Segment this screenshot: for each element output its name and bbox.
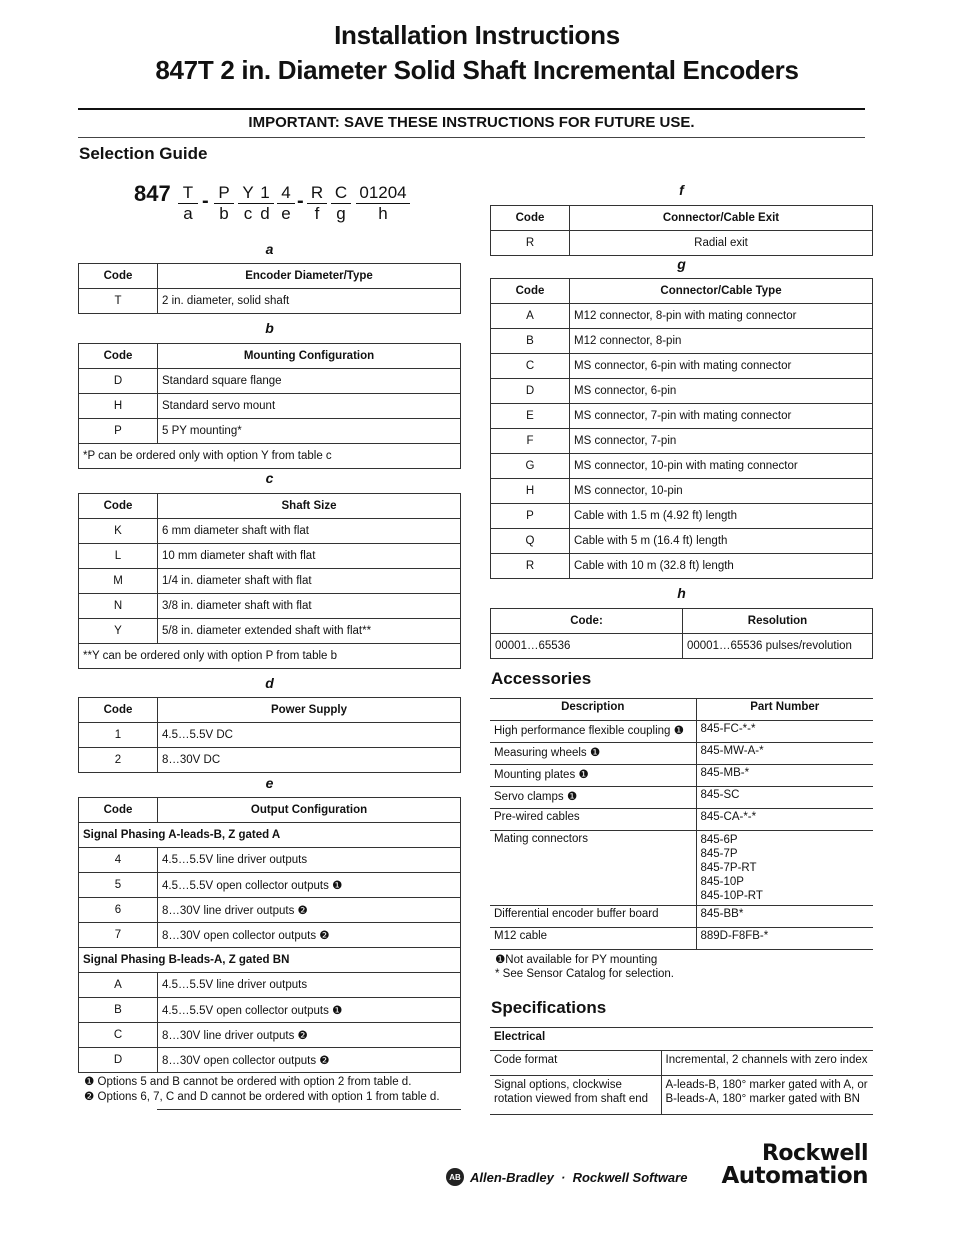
table-row: M12 cable 889D-F8FB-* xyxy=(490,928,873,950)
doc-title-line1: Installation Instructions xyxy=(334,20,620,50)
table-row: Q Cable with 5 m (16.4 ft) length xyxy=(491,529,873,554)
brand-footer xyxy=(446,1168,687,1186)
allen-bradley-logo-icon: AB xyxy=(446,1168,464,1186)
catalog-part-e: 4 e xyxy=(277,183,295,224)
table-note: *P can be ordered only with option Y from table c xyxy=(79,444,461,469)
table-row: P Cable with 1.5 m (4.92 ft) length xyxy=(491,504,873,529)
table-d xyxy=(78,697,461,773)
table-row: A 4.5…5.5V line driver outputs xyxy=(79,973,461,998)
catalog-part-b: P b xyxy=(214,183,234,224)
logo-line-1: Rockwell xyxy=(761,1141,868,1166)
table-row: 5 4.5…5.5V open collector outputs ❶ xyxy=(79,873,461,898)
header-rule xyxy=(78,108,865,110)
table-header: Code xyxy=(491,279,570,304)
accessories-note-1: ❶Not available for PY mounting xyxy=(495,954,658,966)
table-row: C MS connector, 6-pin with mating connector xyxy=(491,354,873,379)
rockwell-automation-logo xyxy=(704,1143,868,1187)
specifications-heading: Specifications xyxy=(491,998,607,1017)
table-header: Code: xyxy=(491,609,683,634)
table-header: Output Configuration xyxy=(158,798,461,823)
important-notice: IMPORTANT: SAVE THESE INSTRUCTIONS FOR FUTURE USE. xyxy=(248,114,695,131)
table-row: K 6 mm diameter shaft with flat xyxy=(79,519,461,544)
catalog-part-d: 1 d xyxy=(256,183,274,224)
table-header: Encoder Diameter/Type xyxy=(158,264,461,289)
table-row: Pre-wired cables 845-CA-*-* xyxy=(490,809,873,831)
specifications-table xyxy=(490,1027,873,1115)
table-header: Code xyxy=(79,264,158,289)
table-h xyxy=(490,608,873,659)
table-g xyxy=(490,278,873,579)
catalog-prefix: 847 xyxy=(134,181,171,206)
table-d-caption: d xyxy=(265,675,274,691)
logo-line-2: Automation xyxy=(721,1163,868,1189)
selection-guide-heading: Selection Guide xyxy=(79,144,208,163)
table-e-caption: e xyxy=(265,775,274,791)
table-row: E MS connector, 7-pin with mating connector xyxy=(491,404,873,429)
table-h-caption: h xyxy=(677,585,686,601)
table-e-note-2: ❷ Options 6, 7, C and D cannot be ordered with option 1 from table d. xyxy=(84,1091,440,1103)
table-row: 7 8…30V open collector outputs ❷ xyxy=(79,923,461,948)
table-header: Code xyxy=(79,344,158,369)
table-row: 4 4.5…5.5V line driver outputs xyxy=(79,848,461,873)
table-e-note-1: ❶ Options 5 and B cannot be ordered with option 2 from table d. xyxy=(84,1076,412,1088)
catalog-part-a: T a xyxy=(178,183,198,224)
table-row: 00001…65536 00001…65536 pulses/revolution xyxy=(491,634,873,659)
catalog-dash: - xyxy=(202,190,209,212)
table-c-caption: c xyxy=(265,470,274,486)
table-row: N 3/8 in. diameter shaft with flat xyxy=(79,594,461,619)
accessories-table xyxy=(490,698,873,950)
table-header: Code xyxy=(79,698,158,723)
table-row: A M12 connector, 8-pin with mating connector xyxy=(491,304,873,329)
table-row: D Standard square flange xyxy=(79,369,461,394)
table-header: Shaft Size xyxy=(158,494,461,519)
table-group-row: Signal Phasing A-leads-B, Z gated A xyxy=(79,823,461,848)
table-row: 6 8…30V line driver outputs ❷ xyxy=(79,898,461,923)
table-c xyxy=(78,493,461,669)
table-header: Power Supply xyxy=(158,698,461,723)
table-header: Connector/Cable Exit xyxy=(570,206,873,231)
table-f xyxy=(490,205,873,256)
table-row: P 5 PY mounting* xyxy=(79,419,461,444)
table-header: Connector/Cable Type xyxy=(570,279,873,304)
table-a-caption: a xyxy=(265,241,274,257)
doc-title-line2: 847T 2 in. Diameter Solid Shaft Incremental Encoders xyxy=(155,55,799,85)
table-f-caption: f xyxy=(679,182,684,198)
table-b xyxy=(78,343,461,469)
table-row: 1 4.5…5.5V DC xyxy=(79,723,461,748)
spec-section-row: Electrical xyxy=(490,1028,873,1051)
table-row: Measuring wheels ❶ 845-MW-A-* xyxy=(490,743,873,765)
table-e xyxy=(78,797,461,1073)
table-b-caption: b xyxy=(265,320,274,336)
table-row: M 1/4 in. diameter shaft with flat xyxy=(79,569,461,594)
table-row: B M12 connector, 8-pin xyxy=(491,329,873,354)
table-row: Y 5/8 in. diameter extended shaft with flat** xyxy=(79,619,461,644)
table-g-caption: g xyxy=(677,256,686,272)
table-row: L 10 mm diameter shaft with flat xyxy=(79,544,461,569)
table-header: Resolution xyxy=(683,609,873,634)
table-header: Code xyxy=(79,494,158,519)
table-row: H Standard servo mount xyxy=(79,394,461,419)
table-row: Code format Incremental, 2 channels with zero index xyxy=(490,1051,873,1076)
catalog-part-c: Y c xyxy=(238,183,258,224)
table-row: B 4.5…5.5V open collector outputs ❶ xyxy=(79,998,461,1023)
table-group-row: Signal Phasing B-leads-A, Z gated BN xyxy=(79,948,461,973)
catalog-part-h: 01204 h xyxy=(356,183,410,224)
table-row: R Cable with 10 m (32.8 ft) length xyxy=(491,554,873,579)
table-a xyxy=(78,263,461,314)
table-row: Mounting plates ❶ 845-MB-* xyxy=(490,765,873,787)
table-row: C 8…30V line driver outputs ❷ xyxy=(79,1023,461,1048)
table-row: Mating connectors 845-6P 845-7P 845-7P-RT 845-10P 845-10P-RT xyxy=(490,831,873,906)
table-row: H MS connector, 10-pin xyxy=(491,479,873,504)
table-row: R Radial exit xyxy=(491,231,873,256)
table-e-bottom-rule xyxy=(157,1109,461,1110)
table-row: Signal options, clockwise rotation viewed from shaft end A-leads-B, 180° marker gated with A, or B-leads-A, 180° marker gated with BN xyxy=(490,1076,873,1115)
catalog-part-f: R f xyxy=(307,183,327,224)
header-rule-bottom xyxy=(78,137,865,138)
table-header: Mounting Configuration xyxy=(158,344,461,369)
brand-names: Allen-Bradley · Rockwell Software xyxy=(470,1169,688,1185)
table-row: F MS connector, 7-pin xyxy=(491,429,873,454)
catalog-dash: - xyxy=(297,190,304,212)
accessories-heading: Accessories xyxy=(491,669,592,688)
table-row: Servo clamps ❶ 845-SC xyxy=(490,787,873,809)
table-row: Differential encoder buffer board 845-BB* xyxy=(490,906,873,928)
table-row: D MS connector, 6-pin xyxy=(491,379,873,404)
table-row: High performance flexible coupling ❶ 845-FC-*-* xyxy=(490,721,873,743)
table-row: G MS connector, 10-pin with mating connector xyxy=(491,454,873,479)
table-row: D 8…30V open collector outputs ❷ xyxy=(79,1048,461,1073)
accessories-note-2: * See Sensor Catalog for selection. xyxy=(495,968,674,980)
table-header: Code xyxy=(79,798,158,823)
table-header: Description xyxy=(490,699,696,721)
table-header: Code xyxy=(491,206,570,231)
table-row: T 2 in. diameter, solid shaft xyxy=(79,289,461,314)
table-row: 2 8…30V DC xyxy=(79,748,461,773)
catalog-part-g: C g xyxy=(331,183,351,224)
table-note: **Y can be ordered only with option P from table b xyxy=(79,644,461,669)
table-header: Part Number xyxy=(696,699,873,721)
